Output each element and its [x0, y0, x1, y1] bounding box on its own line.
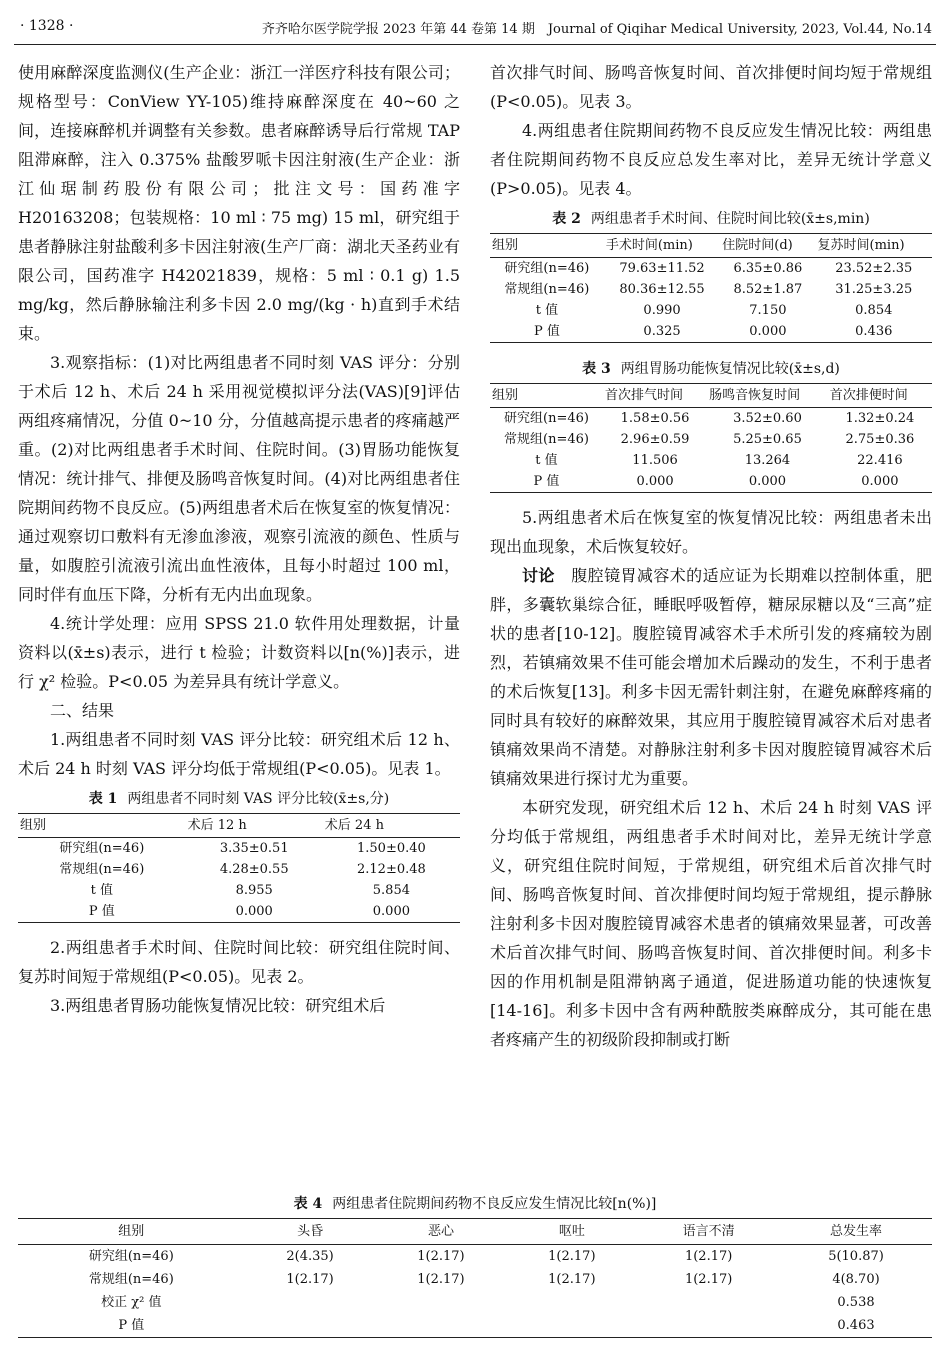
table-cell: 8.52±1.87 [733, 282, 803, 297]
table-cell: P 值 [18, 1314, 245, 1338]
table-cell: t 值 [535, 453, 558, 468]
table-cell: 2.96±0.59 [620, 432, 690, 447]
table-header: 首次排便时间 [828, 384, 932, 408]
table-label: 表 1 [88, 791, 118, 807]
page-number: · 1328 · [20, 18, 74, 34]
table-1 [18, 813, 460, 923]
table-row [18, 838, 460, 860]
paragraph [490, 561, 932, 793]
table-header: 呕吐 [506, 1219, 637, 1245]
table-cell: 1.58±0.56 [620, 411, 690, 426]
table-2 [490, 233, 932, 343]
table-header: 首次排气时间 [603, 384, 707, 408]
table-cell: 7.150 [749, 303, 787, 318]
table-cell: 1.32±0.24 [845, 411, 915, 426]
table-4 [18, 1218, 932, 1338]
table-row [18, 1245, 932, 1269]
table-cell: 2.12±0.48 [357, 862, 426, 877]
paragraph: 3.观察指标：(1)对比两组患者不同时刻 VAS 评分：分别于术后 12 h、术后 24 h 采用视觉模拟评分法(VAS)[9]评估两组疼痛情况，分值 0~10 分，分值越高提示患者的疼痛越严重。(2)对比两组患者手术时间、住院时间。(3)胃肠功能恢复情况：统计排气、排便及肠鸣音恢复时间。(4)对比两组患者住院期间药物不良反应。(5)两组患者术后在恢复室的恢复情况：通过观察切口敷料有无渗血渗液，观察引流液的颜色、性质与量，如腹腔引流液引流出血性液体，且每小时超过 100 ml，同时伴有血压下降，分析有无内出血现象。 [18, 353, 460, 604]
table-header: 总发生率 [780, 1219, 932, 1245]
table-row [490, 450, 932, 471]
table-row [490, 471, 932, 493]
table-cell: 4.28±0.55 [219, 862, 289, 877]
table-cell: 1(2.17) [548, 1272, 596, 1287]
table-header: 组别 [490, 384, 603, 408]
table-header: 头昏 [245, 1219, 376, 1245]
table-header: 术后 24 h [323, 814, 460, 838]
table-row [18, 880, 460, 901]
table-header: 住院时间(d) [720, 234, 815, 258]
table-cell: 常规组(n=46) [504, 282, 590, 297]
table-cell: 1(2.17) [286, 1272, 334, 1287]
paragraph: 3.两组患者胃肠功能恢复情况比较：研究组术后 [50, 996, 386, 1015]
paragraph: 4.两组患者住院期间药物不良反应发生情况比较：两组患者住院期间药物不良反应总发生率对比，差异无统计学意义(P>0.05)。见表 4。 [490, 121, 932, 198]
table-cell: 1(2.17) [684, 1272, 733, 1287]
table-cell: 6.35±0.86 [733, 261, 803, 276]
table-row [18, 1314, 932, 1338]
table-title: 两组患者住院期间药物不良反应发生情况比较[n(%)] [332, 1196, 657, 1212]
table-cell: 22.416 [857, 453, 903, 468]
table-cell: 1(2.17) [684, 1249, 733, 1264]
table-3 [490, 383, 932, 493]
table-cell: 1(2.17) [417, 1272, 465, 1287]
discussion-text: 腹腔镜胃减容术的适应证为长期难以控制体重，肥胖，多囊软巢综合征，睡眠呼吸暂停，糖尿尿糖以及“三高”症状的患者[10-12]。腹腔镜胃减容术手术所引发的疼痛较为剧烈，若镇痛效果不佳可能会增加术后躁动的发生，不利于患者的术后恢复[13]。利多卡因无需针刺注射，在避免麻醉疼痛的同时具有较好的麻醉效果，其应用于腹腔镜胃减容术后对患者镇痛效果尚不清楚。对静脉注射利多卡因对腹腔镜胃减容术后镇痛效果进行探讨尤为重要。 [490, 566, 932, 788]
table-cell: 0.463 [780, 1314, 932, 1338]
table-2-caption [490, 209, 932, 229]
table-row [18, 1268, 932, 1291]
table-row [490, 429, 932, 450]
table-header: 复苏时间(min) [816, 234, 932, 258]
table-cell: 1(2.17) [548, 1249, 596, 1264]
paragraph: 首次排气时间、肠鸣音恢复时间、首次排便时间均短于常规组(P<0.05)。见表 3。 [490, 63, 932, 111]
journal-title: 齐齐哈尔医学院学报 2023 年第 44 卷第 14 期 Journal of Qiqihar Medical University, 2023, Vol.44, No.14 [261, 22, 932, 37]
table-label: 表 4 [293, 1196, 323, 1212]
table-cell: 0.000 [707, 471, 828, 493]
table-header: 恶心 [376, 1219, 507, 1245]
table-label: 表 3 [582, 361, 611, 377]
table-row [490, 279, 932, 300]
table-cell: 常规组(n=46) [88, 1272, 174, 1287]
table-cell [637, 1314, 780, 1338]
table-cell: 5.854 [372, 883, 410, 898]
table-cell: 0.325 [604, 321, 720, 343]
paragraph: 使用麻醉深度监测仪(生产企业：浙江一洋医疗科技有限公司；规格型号：ConView YY-105)维持麻醉深度在 40~60 之间，连接麻醉机并调整有关参数。患者麻醉诱导后行常规 TAP 阻滞麻醉，注入 0.375% 盐酸罗哌卡因注射液(生产企业：浙江仙琚制药股份有限公司；批注文号：国药准字 H20163208；包装规格：10 ml ∶ 75 mg) 15 ml，研究组于患者静脉注射盐酸利多卡因注射液(生产厂商：湖北天圣药业有限公司，国药准字 H42021839，规格：5 ml ∶ 0.1 g) 1.5 mg/kg，然后静脉输注利多卡因 2.0 mg/(kg · h)直到手术结束。 [18, 63, 460, 343]
table-cell [245, 1314, 376, 1338]
left-column [18, 58, 460, 1020]
table-cell: 5(10.87) [828, 1249, 884, 1264]
section-heading: 二、结果 [50, 701, 115, 720]
table-cell [245, 1291, 376, 1314]
table-header: 手术时间(min) [604, 234, 720, 258]
table-cell: 0.000 [323, 901, 460, 923]
page-header [14, 10, 936, 45]
table-row [18, 859, 460, 880]
table-cell: 研究组(n=46) [504, 411, 589, 426]
table-cell: 0.538 [837, 1295, 875, 1310]
table-cell: 13.264 [744, 453, 791, 468]
table-cell: 11.506 [632, 453, 678, 468]
paragraph: 5.两组患者术后在恢复室的恢复情况比较：两组患者未出现出血现象，术后恢复较好。 [490, 508, 932, 556]
table-header: 术后 12 h [186, 814, 323, 838]
table-cell: 31.25±3.25 [835, 282, 913, 297]
table-header: 肠鸣音恢复时间 [707, 384, 828, 408]
table-cell: 23.52±2.35 [835, 261, 913, 276]
paragraph: 4.统计学处理：应用 SPSS 21.0 软件用处理数据，计量资料以(x̄±s)表示，进行 t 检验；计数资料以[n(%)]表示，进行 χ² 检验。P<0.05 为差异具有统计学意义。 [18, 614, 460, 691]
table-cell: t 值 [535, 303, 559, 318]
table-cell [376, 1314, 507, 1338]
right-column [490, 58, 932, 1054]
table-cell: t 值 [90, 883, 113, 898]
paragraph: 1.两组患者不同时刻 VAS 评分比较：研究组术后 12 h、术后 24 h 时刻 VAS 评分均低于常规组(P<0.05)。见表 1。 [18, 730, 460, 778]
table-cell: 校正 χ² 值 [101, 1295, 162, 1310]
table-cell: 2(4.35) [286, 1249, 334, 1264]
table-4-block [18, 1188, 932, 1338]
table-row [18, 1291, 932, 1314]
table-cell: 常规组(n=46) [59, 862, 145, 877]
table-header: 组别 [18, 1219, 245, 1245]
table-cell [376, 1291, 507, 1314]
table-title: 两组患者不同时刻 VAS 评分比较(x̄±s,分) [127, 791, 390, 807]
table-3-caption [490, 359, 932, 379]
table-1-caption [18, 789, 460, 809]
table-cell [637, 1291, 780, 1314]
table-cell: 研究组(n=46) [88, 1249, 174, 1264]
table-header: 组别 [18, 814, 186, 838]
table-cell: 79.63±11.52 [619, 261, 705, 276]
table-row [18, 901, 460, 923]
table-row [490, 300, 932, 321]
table-cell: P 值 [490, 471, 603, 493]
table-cell: 3.52±0.60 [733, 411, 802, 426]
table-cell: 5.25±0.65 [733, 432, 802, 447]
table-cell [506, 1291, 637, 1314]
table-cell: 研究组(n=46) [504, 261, 590, 276]
table-cell: 1(2.17) [417, 1249, 465, 1264]
table-label: 表 2 [552, 211, 581, 227]
table-cell: 1.50±0.40 [357, 841, 426, 856]
table-4-caption [18, 1194, 932, 1214]
table-cell [506, 1314, 637, 1338]
table-cell: 8.955 [235, 883, 273, 898]
paragraph: 2.两组患者手术时间、住院时间比较：研究组住院时间、复苏时间短于常规组(P<0.05)。见表 2。 [18, 938, 460, 986]
table-cell: 0.000 [603, 471, 707, 493]
table-cell: 0.000 [828, 471, 932, 493]
table-title: 两组患者手术时间、住院时间比较(x̄±s,min) [590, 211, 870, 227]
paragraph: 本研究发现，研究组术后 12 h、术后 24 h 时刻 VAS 评分均低于常规组，两组患者手术时间对比，差异无统计学意义，研究组住院时间短，于常规组，研究组术后首次排气时间、肠鸣音恢复时间、首次排便时间均短于常规组，提示静脉注射利多卡因对腹腔镜胃减容术患者的镇痛效果显著，可改善术后首次排气时间、肠鸣音恢复时间、首次排便时间。利多卡因的作用机制是阻滞钠离子通道，促进肠道功能的快速恢复[14-16]。利多卡因中含有两种酰胺类麻醉成分，其可能在患者疼痛产生的初级阶段抑制或打断 [490, 798, 932, 1049]
table-cell: 0.854 [855, 303, 893, 318]
table-cell: 2.75±0.36 [845, 432, 915, 447]
table-header: 组别 [490, 234, 604, 258]
table-cell: 0.436 [816, 321, 932, 343]
table-cell: 3.35±0.51 [219, 841, 289, 856]
table-cell: 常规组(n=46) [504, 432, 589, 447]
table-row [490, 258, 932, 280]
table-cell: P 值 [490, 321, 604, 343]
table-cell: P 值 [18, 901, 186, 923]
table-cell: 0.000 [186, 901, 323, 923]
table-cell: 研究组(n=46) [59, 841, 145, 856]
table-cell: 0.990 [643, 303, 681, 318]
table-cell: 4(8.70) [832, 1272, 880, 1287]
table-row [490, 408, 932, 430]
table-cell: 0.000 [720, 321, 815, 343]
table-header: 语言不清 [637, 1219, 780, 1245]
table-title: 两组胃肠功能恢复情况比较(x̄±s,d) [620, 361, 840, 377]
table-cell: 80.36±12.55 [619, 282, 705, 297]
discussion-heading: 讨论 [522, 566, 555, 585]
table-row [490, 321, 932, 343]
